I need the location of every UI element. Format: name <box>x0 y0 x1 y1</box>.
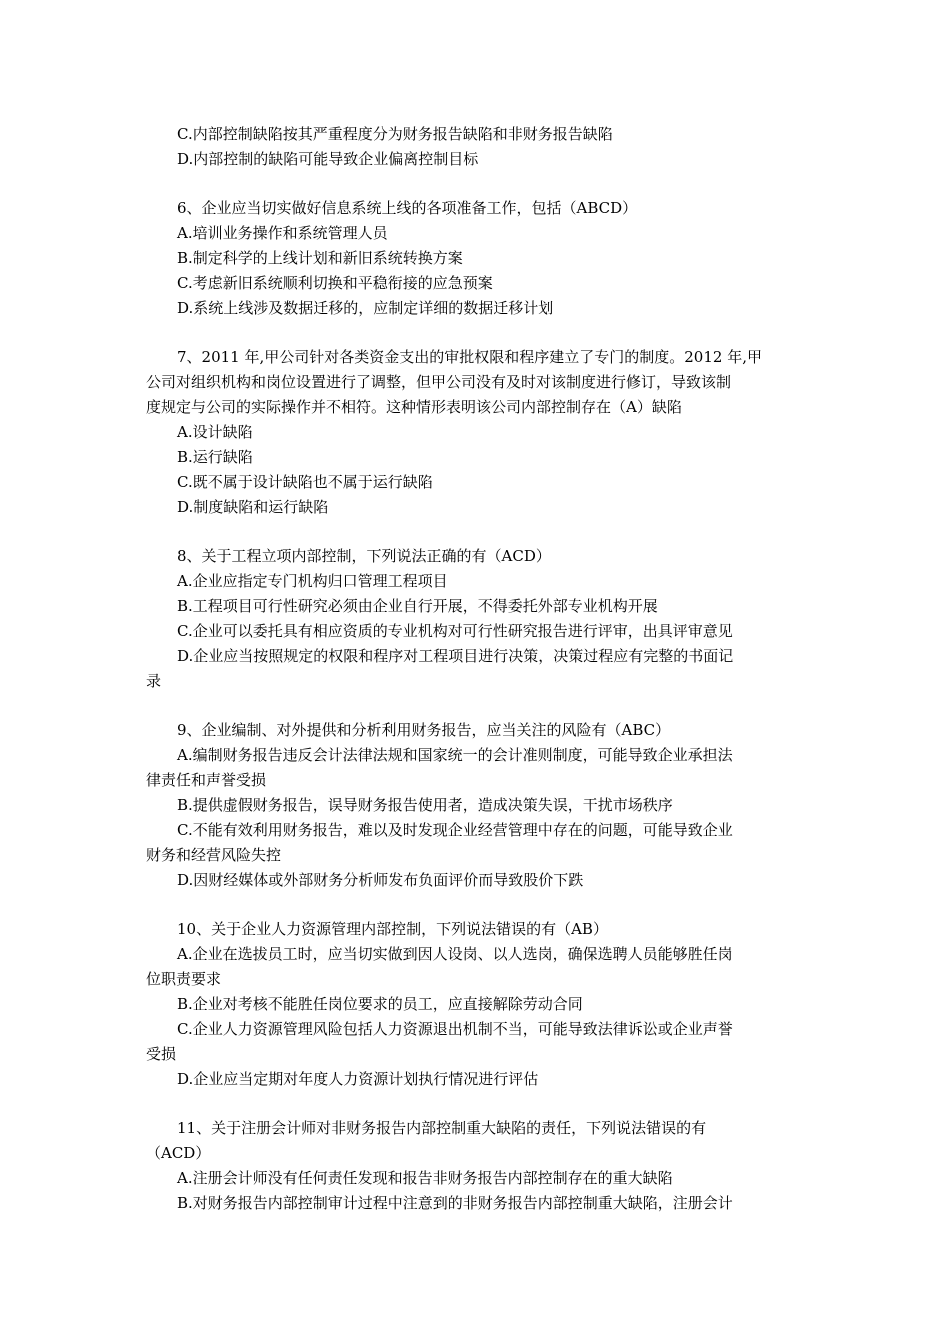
text-line: C.不能有效利用财务报告，难以及时发现企业经营管理中存在的问题，可能导致企业 <box>177 821 733 839</box>
text-line: 6、企业应当切实做好信息系统上线的各项准备工作，包括（ABCD） <box>177 199 638 217</box>
text-line: 位职责要求 <box>146 970 222 988</box>
text-line: 9、企业编制、对外提供和分析利用财务报告，应当关注的风险有（ABC） <box>177 721 671 739</box>
text-line: B.工程项目可行性研究必须由企业自行开展，不得委托外部专业机构开展 <box>177 597 658 615</box>
text-line: B.运行缺陷 <box>177 448 253 466</box>
text-line: 度规定与公司的实际操作并不相符。这种情形表明该公司内部控制存在（A）缺陷 <box>146 398 682 416</box>
question-block <box>146 718 808 893</box>
text-line: A.企业应指定专门机构归口管理工程项目 <box>177 572 448 590</box>
text-line: D.制度缺陷和运行缺陷 <box>177 498 329 516</box>
text-line: C.内部控制缺陷按其严重程度分为财务报告缺陷和非财务报告缺陷 <box>177 125 613 143</box>
text-line: B.企业对考核不能胜任岗位要求的员工，应直接解除劳动合同 <box>177 995 583 1013</box>
paragraph-gap <box>146 172 808 196</box>
text-line: 录 <box>146 672 162 690</box>
paragraph-gap <box>146 1092 808 1116</box>
text-line: 律责任和声誉受损 <box>146 771 267 789</box>
text-line: B.对财务报告内部控制审计过程中注意到的非财务报告内部控制重大缺陷，注册会计 <box>177 1194 733 1212</box>
text-line: （ACD） <box>146 1144 211 1162</box>
text-line: D.企业应当定期对年度人力资源计划执行情况进行评估 <box>177 1070 539 1088</box>
text-line: 公司对组织机构和岗位设置进行了调整，但甲公司没有及时对该制度进行修订，导致该制 <box>146 373 732 391</box>
question-block <box>146 1116 808 1216</box>
paragraph-gap <box>146 321 808 345</box>
text-line: B.提供虚假财务报告，误导财务报告使用者，造成决策失误，干扰市场秩序 <box>177 796 673 814</box>
paragraph-gap <box>146 893 808 917</box>
paragraph-gap <box>146 694 808 718</box>
text-line: A.设计缺陷 <box>177 423 253 441</box>
text-line: A.企业在选拔员工时，应当切实做到因人设岗、以人选岗，确保选聘人员能够胜任岗 <box>177 945 733 963</box>
question-block <box>146 917 808 1092</box>
paragraph-gap <box>146 520 808 544</box>
text-line: A.注册会计师没有任何责任发现和报告非财务报告内部控制存在的重大缺陷 <box>177 1169 673 1187</box>
text-line: 受损 <box>146 1045 177 1063</box>
question-block <box>146 122 808 172</box>
text-line: C.企业人力资源管理风险包括人力资源退出机制不当，可能导致法律诉讼或企业声誉 <box>177 1020 733 1038</box>
document-body <box>146 122 808 1216</box>
question-block <box>146 345 808 520</box>
text-line: D.企业应当按照规定的权限和程序对工程项目进行决策，决策过程应有完整的书面记 <box>177 647 734 665</box>
text-line: 8、关于工程立项内部控制，下列说法正确的有（ACD） <box>177 547 551 565</box>
text-line: D.系统上线涉及数据迁移的，应制定详细的数据迁移计划 <box>177 299 554 317</box>
text-line: C.考虑新旧系统顺利切换和平稳衔接的应急预案 <box>177 274 493 292</box>
text-line: D.因财经媒体或外部财务分析师发布负面评价而导致股价下跌 <box>177 871 584 889</box>
text-line: B.制定科学的上线计划和新旧系统转换方案 <box>177 249 463 267</box>
text-line: C.既不属于设计缺陷也不属于运行缺陷 <box>177 473 433 491</box>
text-line: 7、2011 年,甲公司针对各类资金支出的审批权限和程序建立了专门的制度。2012 年,甲 <box>177 348 762 366</box>
question-block <box>146 544 808 694</box>
text-line: 10、关于企业人力资源管理内部控制，下列说法错误的有（AB） <box>177 920 608 938</box>
text-line: A.培训业务操作和系统管理人员 <box>177 224 388 242</box>
text-line: A.编制财务报告违反会计法律法规和国家统一的会计准则制度，可能导致企业承担法 <box>177 746 733 764</box>
text-line: D.内部控制的缺陷可能导致企业偏离控制目标 <box>177 150 479 168</box>
text-line: 11、关于注册会计师对非财务报告内部控制重大缺陷的责任，下列说法错误的有 <box>177 1119 707 1137</box>
text-line: C.企业可以委托具有相应资质的专业机构对可行性研究报告进行评审，出具评审意见 <box>177 622 733 640</box>
question-block <box>146 196 808 321</box>
text-line: 财务和经营风险失控 <box>146 846 282 864</box>
